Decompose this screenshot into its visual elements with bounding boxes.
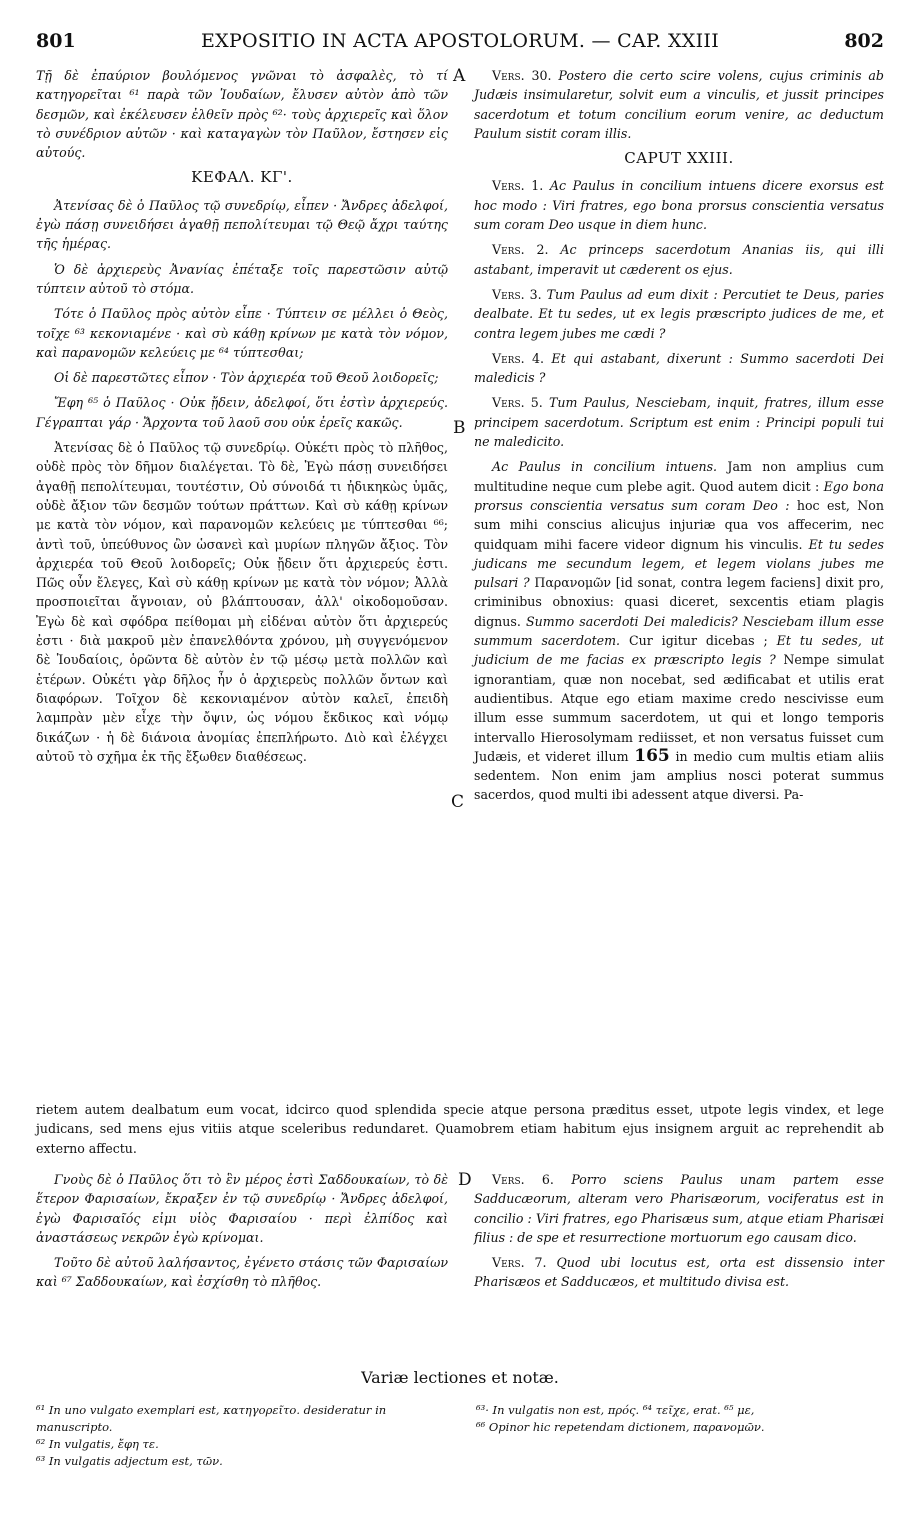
latin-verse-1: Vers. 1. Ac Paulus in concilium intuens dicere exorsus est hoc modo : Viri fratres, ego bona prorsus conscientia versatus sum coram Deo usque in diem hunc.	[474, 178, 884, 233]
note-item: ⁶² In vulgatis, ἔφη τε.	[36, 1437, 159, 1451]
greek-bottom-column	[36, 1170, 448, 1298]
latin-verse-4: Vers. 4. Et qui astabant, dixerunt : Summo sacerdoti Dei maledicis ?	[474, 350, 884, 386]
note-item: ⁶³· In vulgatis non est, πρός. ⁶⁴ τεῖχε, erat. ⁶⁵ με,	[476, 1403, 755, 1417]
running-title: EXPOSITIO IN ACTA APOSTOLORUM. — CAP. XXIII	[200, 30, 720, 52]
latin-verse-30: Vers. 30. Postero die certo scire volens, cujus criminis ab Judæis insimularetur, solvit eum a vinculis, et jussit principes sacerdotum et totum concilium eorum venire, ac deductum Paulum sistit coram illis.	[474, 68, 884, 141]
latin-verse-7: Vers. 7. Quod ubi locutus est, orta est dissensio inter Pharisæos et Sadducæos, et multitudo divisa est.	[474, 1255, 884, 1290]
greek-verse-3: Τότε ὁ Παῦλος πρὸς αὐτὸν εἶπε · Τύπτειν σε μέλλει ὁ Θεὸς, τοῖχε ⁶³ κεκονιαμένε · καὶ σὺ κάθῃ κρίνων με κατὰ τὸν νόμον, καὶ παρανομῶν κελεύεις με ⁶⁴ τύπτεσθαι;	[36, 306, 448, 360]
greek-column	[36, 66, 448, 772]
greek-verse-5: Ἔφη ⁶⁵ ὁ Παῦλος · Οὐκ ᾔδειν, ἀδελφοί, ὅτι ἐστὶν ἀρχιερεύς. Γέγραπται γάρ · Ἄρχοντα τοῦ λαοῦ σου οὐκ ἐρεῖς κακῶς.	[36, 395, 448, 430]
note-item: ⁶³ In vulgatis adjectum est, τῶν.	[36, 1454, 223, 1468]
section-marker-a: A	[453, 66, 466, 86]
greek-verse-6: Γνοὺς δὲ ὁ Παῦλος ὅτι τὸ ἓν μέρος ἐστὶ Σαδδουκαίων, τὸ δὲ ἕτερον Φαρισαίων, ἔκραξεν ἐν τῷ συνεδρίῳ · Ἄνδρες ἀδελφοί, ἐγὼ Φαρισαῖός εἰμι υἱὸς Φαρισαίου · περὶ ἐλπίδος καὶ ἀναστάσεως νεκρῶν ἐγὼ κρίνομαι.	[36, 1172, 448, 1245]
notes-left	[36, 1402, 466, 1470]
notes-title: Variæ lectiones et notæ.	[361, 1368, 559, 1387]
note-item: ⁶¹ In uno vulgato exemplari est, κατηγορεῖτο. desideratur in manuscripto.	[36, 1403, 387, 1434]
latin-commentary: Ac Paulus in concilium intuens. Jam non amplius cum multitudine neque cum plebe agit. Quod autem dicit : Ego bona prorsus conscientia versatus sum coram Deo : hoc est, Non sum mihi conscius alicujus injuriæ qua vos affecerim, nec quidquam mihi facere videor dignum his vinculis. Et tu sedes judicans me secundum legem, et legem violans jubes me pulsari ? Παρανομῶν [id sonat, contra legem faciens] dixit pro, criminibus obnoxius: quasi diceret, sexcentis etiam plagis dignus. Summo sacerdoti Dei maledicis? Nesciebam illum esse summum sacerdotem. Cur igitur dicebas ; Et tu sedes, ut judicium de me facias ex præscripto legis ? Nempe simulat ignorantiam, quæ non nocebat, sed ædificabat et utilis erat audientibus. Atque ego etiam maxime credo nescivisse eum illum esse summum sacerdotem, ut qui et longo temporis intervallo Hierosolymam rediisset, et non versatus fuisset cum Judæis, et videret illum 165 in medio cum multis etiam aliis sedentem. Non enim jam amplius nosci poterat summus sacerdos, quod multi ibi adessent atque diversi. Pa-	[474, 459, 885, 803]
greek-commentary: Ἀτενίσας δὲ ὁ Παῦλος τῷ συνεδρίῳ. Οὐκέτι πρὸς τὸ πλῆθος, οὐδὲ πρὸς τὸν δῆμον διαλέγεται. Τὸ δὲ, Ἐγὼ πάσῃ συνειδήσει ἀγαθῇ πεπολίτευμαι, τουτέστιν, Οὐ σύνοιδά τι ἠδικηκὼς ὑμᾶς, οὐδὲ ἄξιον τῶν δεσμῶν τούτων πράττων. Καὶ σὺ κάθῃ κρίνων με κατὰ τὸν νόμον, καὶ παρανομῶν κελεύεις με τύπτεσθαι ⁶⁶; ἀντὶ τοῦ, ὑπεύθυνος ὢν ὡσανεὶ καὶ μυρίων πληγῶν ἄξιος. Τὸν ἀρχιερέα τοῦ Θεοῦ λοιδορεῖς; Οὐκ ᾔδειν ὅτι ἀρχιερεύς ἐστι. Πῶς οὖν ἔλεγες, Καὶ σὺ κάθῃ κρίνων με κατὰ τὸν νόμον; Ἀλλὰ προσποιεῖται ἄγνοιαν, οὐ βλάπτουσαν, ἀλλ' οἰκοδομοῦσαν. Ἐγὼ δὲ καὶ σφόδρα πείθομαι μὴ εἰδέναι αὐτὸν ὅτι ἀρχιερεύς ἐστι · διὰ μακροῦ μὲν ἐπανελθόντα χρόνου, μὴ συγγενόμενον δὲ Ἰουδαίοις, ὁρῶντα δὲ αὐτὸν ἐν τῷ μέσῳ μετὰ πολλῶν καὶ ἑτέρων. Οὐκέτι γὰρ δῆλος ἦν ὁ ἀρχιερεὺς πολλῶν ὄντων καὶ διαφόρων. Τοῖχον δὲ κεκονιαμένον αὐτὸν καλεῖ, ἐπειδὴ λαμπρὰν μὲν εἶχε τὴν ὄψιν, ὡς νόμου ἔκδικος καὶ νόμῳ δικάζων · ἡ δὲ διάνοια ἀνομίας ἐπεπλήρωτο. Διὸ καὶ ἐλέγχει αὐτοῦ τὸ σχῆμα ἐκ τῆς ἔξωθεν διαθέσεως.	[36, 440, 448, 764]
section-marker-b: B	[453, 418, 466, 438]
latin-verse-6: Vers. 6. Porro sciens Paulus unam partem esse Sadducæorum, alteram vero Pharisæorum, vociferatus est in concilio : Viri fratres, ego Pharisæus sum, atque etiam Pharisæi filius : de spe et resurrectione mortuorum ego causam dico.	[474, 1172, 884, 1245]
greek-verse-2: Ὁ δὲ ἀρχιερεὺς Ἀνανίας ἐπέταξε τοῖς παρεστῶσιν αὐτῷ τύπτειν αὐτοῦ τὸ στόμα.	[36, 261, 448, 296]
page-number-left: 801	[36, 30, 76, 52]
latin-verse-5: Vers. 5. Tum Paulus, Nesciebam, inquit, fratres, illum esse principem sacerdotum. Scriptum est enim : Principi populi tui ne maledicito.	[474, 395, 884, 450]
greek-chapter-title: ΚΕΦΑΛ. ΚΓ'.	[191, 168, 293, 187]
greek-verse-4: Οἱ δὲ παρεστῶτες εἶπον · Τὸν ἀρχιερέα τοῦ Θεοῦ λοιδορεῖς;	[54, 370, 439, 386]
latin-verse-3: Vers. 3. Tum Paulus ad eum dixit : Percutiet te Deus, paries dealbate. Et tu sedes, ut ex legis præscripto judices de me, et contra legem jubes me cædi ?	[474, 286, 884, 341]
running-header	[36, 30, 884, 60]
section-marker-c: C	[451, 792, 465, 812]
greek-verse-30: Τῇ δὲ ἐπαύριον βουλόμενος γνῶναι τὸ ἀσφαλὲς, τὸ τί κατηγορεῖται ⁶¹ παρὰ τῶν Ἰουδαίων, ἔλυσεν αὐτὸν ἀπὸ τῶν δεσμῶν, καὶ ἐκέλευσεν ἐλθεῖν πρὸς ⁶²· τοὺς ἀρχιερεῖς καὶ ὅλον τὸ συνέδριον αὐτῶν · καὶ καταγαγὼν τὸν Παῦλον, ἔστησεν εἰς αὐτούς.	[36, 68, 448, 161]
column-number: 165	[634, 745, 670, 766]
commentary-continuation: rietem autem dealbatum eum vocat, idcirco quod splendida specie atque persona præditus esset, utpote legis vindex, et lege judicans, sed mens ejus vitiis atque sceleribus redundaret. Quamobrem etiam habitum ejus insignem arguit ac reprehendit ab externo affectu.	[36, 1102, 884, 1156]
latin-column	[474, 66, 884, 811]
latin-chapter-title: CAPUT XXIII.	[624, 149, 734, 168]
greek-verse-1: Ἀτενίσας δὲ ὁ Παῦλος τῷ συνεδρίῳ, εἶπεν · Ἄνδρες ἀδελφοί, ἐγὼ πάσῃ συνειδήσει ἀγαθῇ πεπολίτευμαι τῷ Θεῷ ἄχρι ταύτης τῆς ἡμέρας.	[36, 197, 448, 252]
notes-right	[476, 1402, 920, 1436]
note-item: ⁶⁶ Opinor hic repetendam dictionem, παρανομῶν.	[476, 1420, 765, 1434]
latin-verse-2: Vers. 2. Ac princeps sacerdotum Ananias iis, qui illi astabant, imperavit ut cæderent os ejus.	[474, 242, 884, 277]
greek-verse-7: Τοῦτο δὲ αὐτοῦ λαλήσαντος, ἐγένετο στάσις τῶν Φαρισαίων καὶ ⁶⁷ Σαδδουκαίων, καὶ ἐσχίσθη τὸ πλῆθος.	[36, 1255, 448, 1290]
latin-bottom-column	[474, 1170, 884, 1298]
section-marker-d: D	[458, 1170, 472, 1190]
page-number-right: 802	[844, 30, 884, 52]
